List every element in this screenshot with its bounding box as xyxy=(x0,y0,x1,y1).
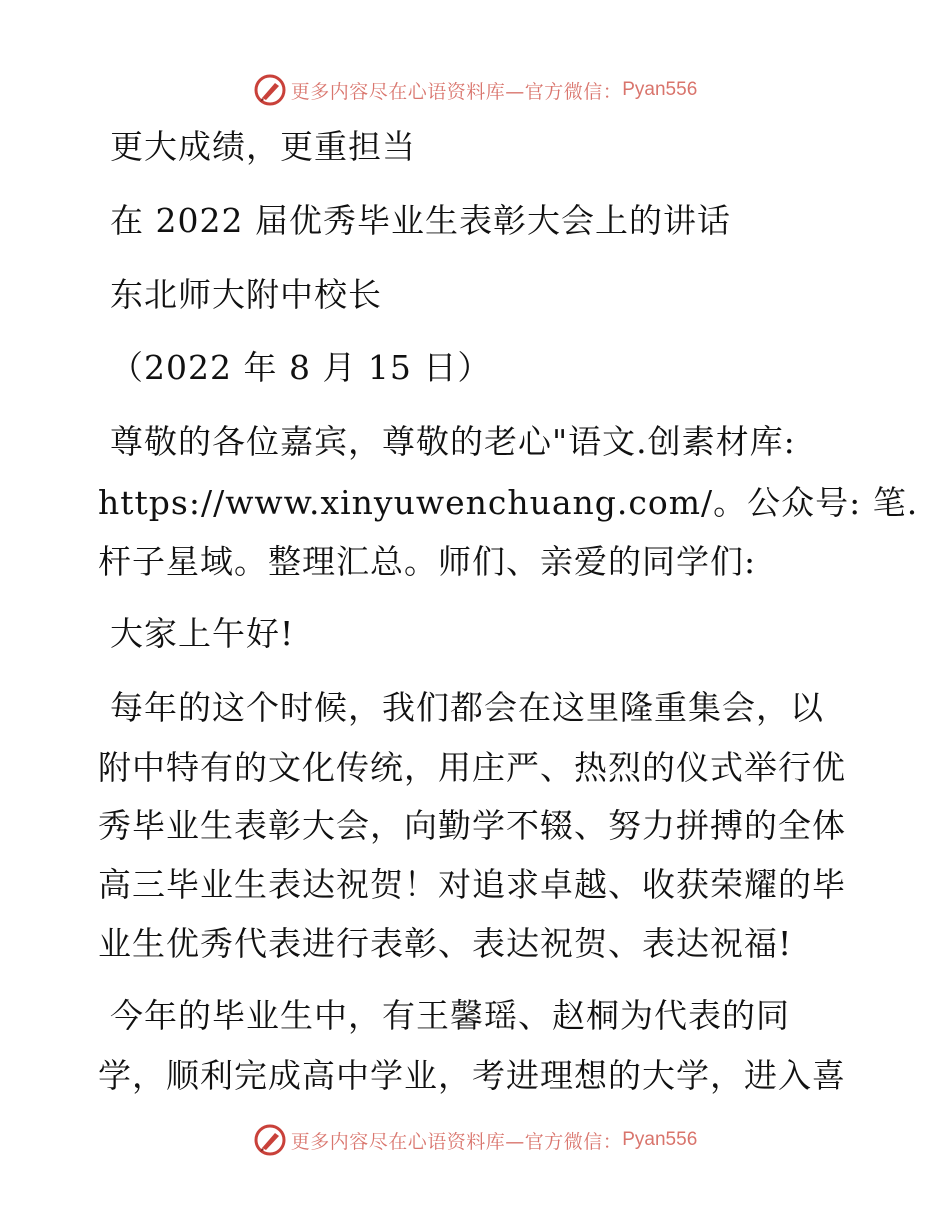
paragraph-line: 业生优秀代表进行表彰、表达祝贺、表达祝福! xyxy=(98,924,793,963)
watermark-banner-bottom xyxy=(0,1120,950,1160)
paragraph-line: 附中特有的文化传统，用庄严、热烈的仪式举行优 xyxy=(98,748,846,787)
document-author: 东北师大附中校长 xyxy=(110,275,382,314)
watermark-text: 更多内容尽在心语资料库—官方微信： xyxy=(290,80,623,103)
watermark-text: 更多内容尽在心语资料库—官方微信： xyxy=(290,1130,623,1153)
paragraph-line: 尊敬的各位嘉宾，尊敬的老心"语文.创素材库: xyxy=(110,422,796,461)
pen-logo-icon xyxy=(253,73,287,107)
watermark-handle: Pyan556 xyxy=(622,1129,698,1150)
paragraph-line: 今年的毕业生中，有王馨瑶、赵桐为代表的同 xyxy=(110,996,790,1035)
paragraph-line: 学，顺利完成高中学业，考进理想的大学，进入喜 xyxy=(98,1056,846,1095)
paragraph-line: 杆子星域。整理汇总。师们、亲爱的同学们: xyxy=(98,542,757,581)
paragraph-line: 高三毕业生表达祝贺！对追求卓越、收获荣耀的毕 xyxy=(98,865,846,904)
document-subtitle: 在 2022 届优秀毕业生表彰大会上的讲话 xyxy=(110,201,731,240)
document-date: （2022 年 8 月 15 日） xyxy=(110,348,492,387)
paragraph-line: https://www.xinyuwenchuang.com/。公众号: 笔. xyxy=(98,483,919,522)
pen-logo-icon xyxy=(253,1123,287,1157)
watermark-handle: Pyan556 xyxy=(622,79,698,100)
document-title: 更大成绩，更重担当 xyxy=(110,127,416,166)
paragraph-line: 秀毕业生表彰大会，向勤学不辍、努力拼搏的全体 xyxy=(98,806,846,845)
paragraph-line: 每年的这个时候，我们都会在这里隆重集会，以 xyxy=(110,688,824,727)
paragraph-line: 大家上午好! xyxy=(110,614,295,653)
watermark-banner-top xyxy=(0,70,950,110)
